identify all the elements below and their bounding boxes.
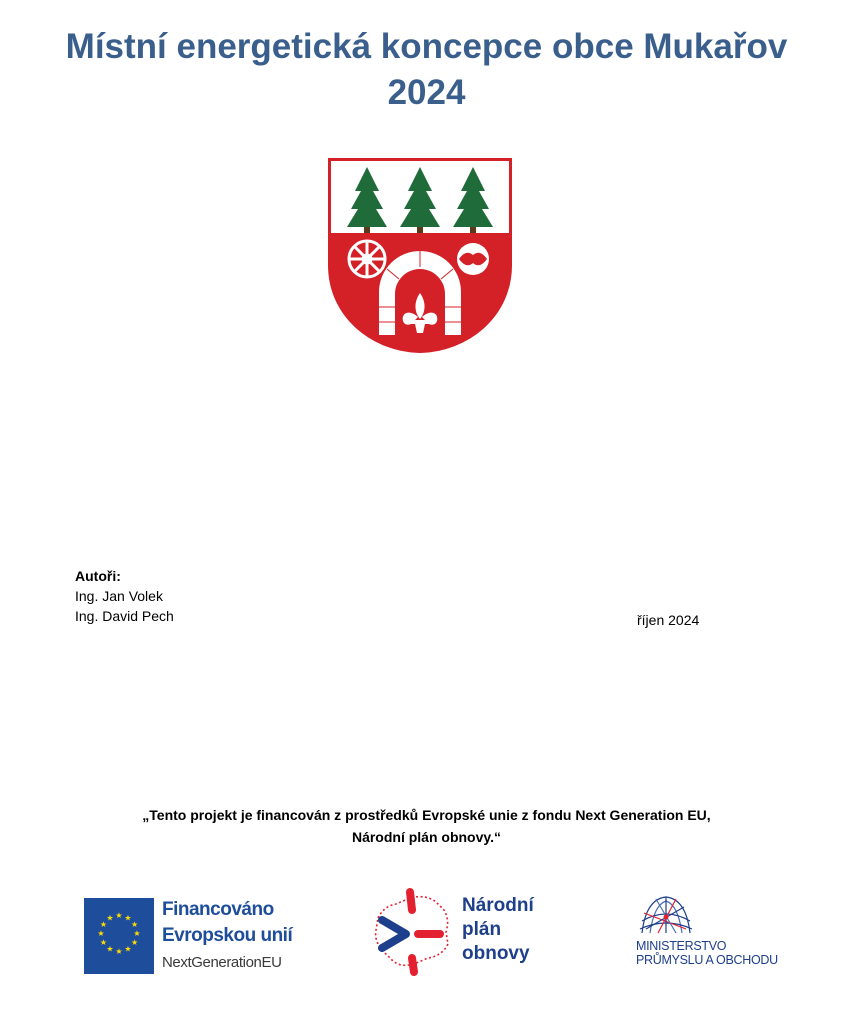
- municipal-coat-of-arms-icon: [327, 157, 513, 354]
- npo-logo-text: [462, 894, 534, 966]
- eu-logo-line-1: Financováno: [162, 899, 274, 920]
- author-name: Ing. Jan Volek: [75, 588, 163, 604]
- page-title: [0, 24, 853, 116]
- svg-text:★: ★: [124, 913, 132, 923]
- npo-logo-line-2: plán: [462, 919, 502, 940]
- svg-text:★: ★: [115, 911, 123, 920]
- title-line-1: Místní energetická koncepce obce Mukařov: [65, 27, 788, 66]
- eu-logo-line-3: NextGenerationEU: [162, 954, 282, 971]
- authors-label: Autoři:: [75, 568, 121, 584]
- title-line-2: 2024: [387, 73, 466, 112]
- svg-text:★: ★: [97, 929, 105, 938]
- mpo-logo-line-2: PRŮMYSLU A OBCHODU: [636, 953, 778, 967]
- npo-logo-line-3: obnovy: [462, 943, 530, 964]
- mpo-logo-line-1: MINISTERSTVO: [636, 939, 727, 953]
- document-date: říjen 2024: [637, 612, 700, 628]
- svg-text:★: ★: [99, 938, 107, 947]
- svg-text:★: ★: [124, 944, 132, 954]
- author-name: Ing. David Pech: [75, 608, 174, 624]
- eu-funding-logo-text: [162, 897, 292, 975]
- eu-flag-icon: [84, 898, 154, 974]
- npo-logo-line-1: Národní: [462, 895, 534, 916]
- svg-text:★: ★: [115, 947, 123, 956]
- authors-block: [75, 566, 174, 626]
- narodni-plan-obnovy-icon: [370, 884, 454, 976]
- funding-note-line-1: „Tento projekt je financován z prostředků Evropské unie z fondu Next Generation EU,: [142, 807, 711, 823]
- svg-text:★: ★: [106, 944, 114, 954]
- funding-note-line-2: Národní plán obnovy.“: [351, 829, 502, 845]
- svg-text:★: ★: [131, 938, 139, 947]
- eu-logo-line-2: Evropskou unií: [162, 925, 293, 946]
- ministry-globe-icon: [636, 893, 694, 937]
- funding-note: [0, 804, 853, 848]
- ministry-logo-text: [636, 939, 778, 967]
- svg-text:★: ★: [131, 920, 139, 929]
- svg-text:★: ★: [99, 920, 107, 929]
- svg-text:★: ★: [106, 913, 114, 923]
- svg-text:★: ★: [133, 929, 141, 938]
